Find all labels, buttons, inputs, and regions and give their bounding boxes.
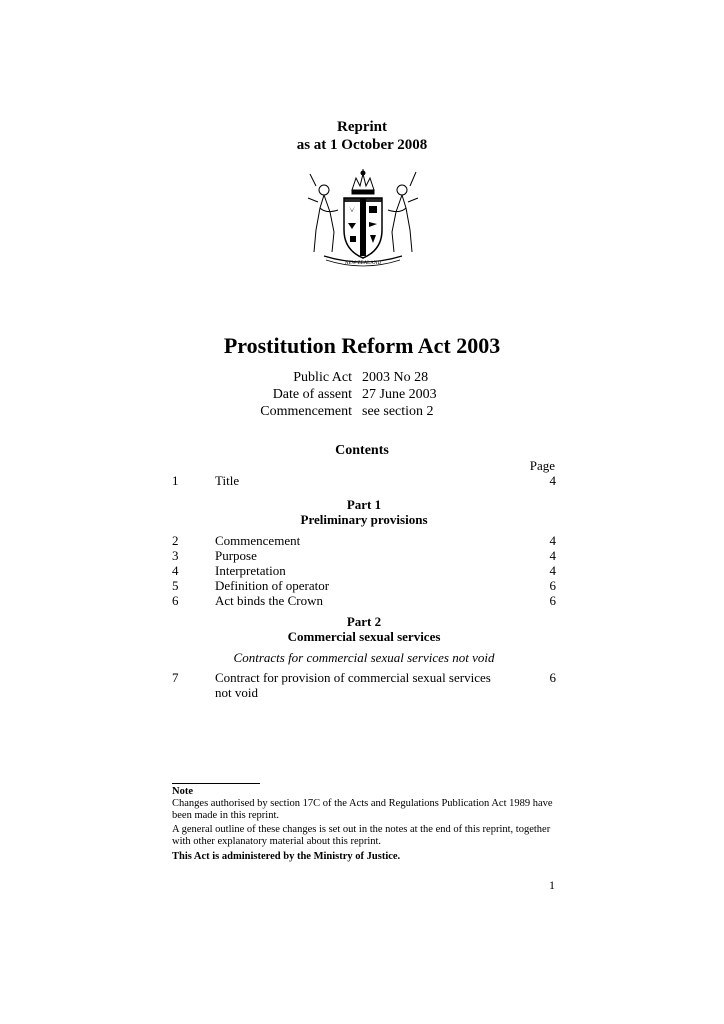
meta-row-date-of-assent (200, 386, 530, 403)
toc-page-number: 4 (549, 563, 556, 578)
note-paragraph: A general outline of these changes is set out in the notes at the end of this reprint, together with other explanatory material about this reprint. (172, 824, 551, 847)
toc-section-title: Title (215, 473, 240, 488)
act-title: Prostitution Reform Act 2003 (223, 333, 501, 358)
toc-section-number: 3 (172, 548, 179, 563)
toc-section-title: Definition of operator (215, 578, 330, 593)
toc-entry[interactable] (172, 533, 556, 548)
meta-row-public-act (200, 369, 530, 386)
toc-section-title: Purpose (215, 548, 257, 563)
toc-section-number: 4 (172, 563, 179, 578)
note-paragraph: Changes authorised by section 17C of the Acts and Regulations Publication Act 1989 have been made in this reprint. (172, 798, 553, 821)
toc-page-number: 4 (549, 473, 556, 488)
toc-page-number: 4 (549, 533, 556, 548)
page-column-label: Page (529, 458, 555, 473)
meta-value: see section 2 (362, 404, 434, 419)
reprint-date: as at 1 October 2008 (296, 137, 428, 153)
note-heading: Note (172, 786, 193, 797)
toc-entry[interactable] (172, 548, 556, 563)
meta-label: Date of assent (272, 387, 352, 402)
toc-section-title: Commencement (215, 533, 301, 548)
toc-page-number: 4 (549, 548, 556, 563)
meta-label: Public Act (293, 370, 352, 385)
act-meta (200, 369, 530, 420)
meta-label: Commencement (260, 404, 352, 419)
note-divider (172, 783, 260, 784)
note-administered: This Act is administered by the Ministry of Justice. (172, 851, 401, 862)
toc-entry[interactable] (172, 578, 556, 593)
part-2-label: Part 2 (346, 614, 382, 629)
part-1-label: Part 1 (346, 497, 382, 512)
toc-section-number: 7 (172, 670, 179, 685)
contents-heading: Contents (335, 443, 389, 458)
toc-section-number: 5 (172, 578, 179, 593)
meta-row-commencement (200, 403, 530, 420)
part-1-title: Preliminary provisions (300, 512, 428, 527)
part-2-subheading: Contracts for commercial sexual services not void (233, 650, 495, 665)
toc-section-title: Interpretation (215, 563, 286, 578)
toc-section-number: 1 (172, 473, 179, 488)
page-number: 1 (549, 878, 555, 892)
reprint-label: Reprint (337, 119, 387, 135)
part-2-title: Commercial sexual services (287, 629, 441, 644)
toc-page-number: 6 (549, 593, 556, 608)
meta-value: 27 June 2003 (362, 387, 437, 402)
meta-value: 2003 No 28 (362, 370, 429, 385)
toc-entry[interactable] (172, 563, 556, 578)
toc-section-number: 2 (172, 533, 179, 548)
toc-section-number: 6 (172, 593, 179, 608)
reprint-header (0, 118, 724, 154)
toc-section-title: Act binds the Crown (215, 593, 323, 608)
toc-page-number: 6 (549, 578, 556, 593)
toc-section-title: Contract for provision of commercial sexual services not void (215, 670, 491, 700)
crest-motto: NEW ZEALAND (344, 261, 382, 266)
coat-of-arms-icon (302, 168, 424, 268)
toc-entry[interactable] (172, 670, 556, 700)
toc-entry[interactable] (172, 593, 556, 608)
toc-entry[interactable] (172, 473, 556, 488)
toc-page-number: 6 (549, 670, 556, 685)
